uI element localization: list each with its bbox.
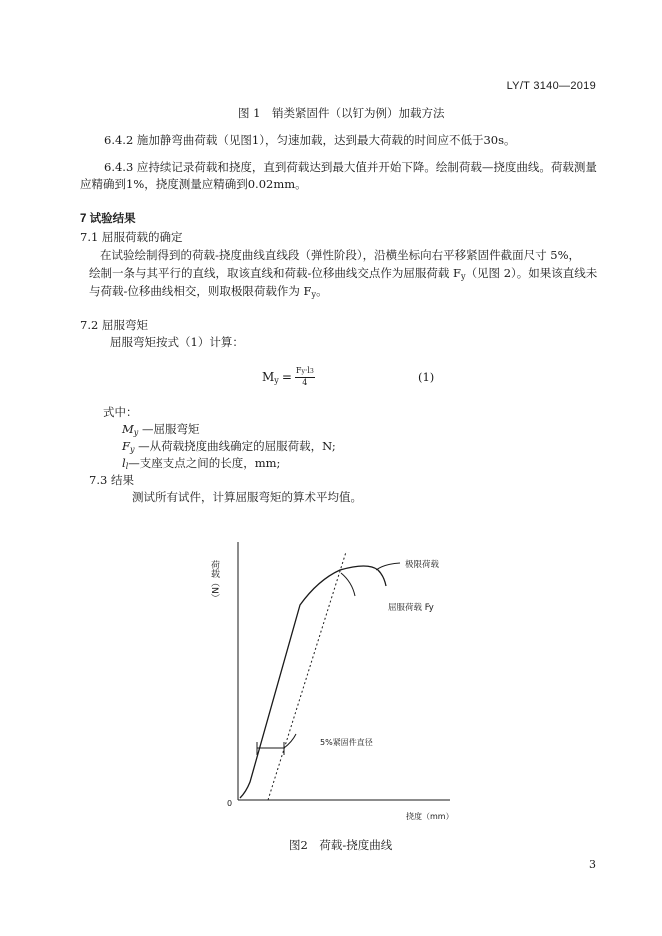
definition-fy: $F_y$ —从荷载挠度曲线确定的屈服荷载，N; <box>122 439 336 454</box>
page-number: 3 <box>589 858 596 871</box>
origin-label: 0 <box>227 799 233 808</box>
paragraph-7-1-line2-text-b: （见图 2）。如果该直线未 <box>465 266 598 280</box>
section-7-3-heading: 7.3 结果 <box>89 473 134 487</box>
definition-my: $M_y$ —屈服弯矩 <box>122 422 200 437</box>
paragraph-7-1-line3-text-a: 与荷载-位移曲线相交，则取极限荷载作为 F <box>89 284 312 298</box>
figure1-caption: 图 1 销类紧固件（以钉为例）加载方法 <box>238 106 445 120</box>
y-axis-label: 荷载（N） <box>209 560 219 603</box>
paragraph-7-2-intro: 屈服弯矩按式（1）计算： <box>110 335 244 349</box>
paragraph-6-4-3-line2: 应精确到1%，挠度测量应精确到0.02mm。 <box>80 177 307 191</box>
section-7-1-heading: 7.1 屈服荷载的确定 <box>80 230 183 244</box>
paragraph-6-4-3-line1: 6.4.3 应持续记录荷载和挠度，直到荷载达到最大值并开始下降。绘制荷载—挠度曲线。荷载测量 <box>104 160 597 174</box>
standard-code: LY/T 3140—2019 <box>506 80 596 92</box>
formula-fraction <box>295 366 315 388</box>
formula-numerator: Fy·l3 <box>295 366 315 378</box>
section-7-2-heading: 7.2 屈服弯矩 <box>80 318 148 332</box>
figure2-caption: 图2 荷载-挠度曲线 <box>289 838 393 852</box>
fy-subscript: y <box>311 290 317 299</box>
ultimate-leader <box>376 563 400 570</box>
fy-subscript: y <box>461 272 466 281</box>
paragraph-7-1-line3 <box>89 283 328 303</box>
definition-l: $l_l—$支座支点之间的长度，mm; <box>122 456 281 471</box>
load-deflection-chart <box>200 530 470 830</box>
paragraph-7-1-line3-text-b: 。 <box>316 284 328 298</box>
x-axis-label: 挠度（mm） <box>406 812 454 821</box>
paragraph-7-1-line2 <box>89 265 597 285</box>
paragraph-7-1-line2-text-a: 绘制一条与其平行的直线，取该直线和荷载-位移曲线交点作为屈服荷载 F <box>89 266 462 280</box>
formula-equals: = <box>281 370 292 384</box>
load-deflection-curve <box>240 566 386 798</box>
offset-annotation: 5%紧固件直径 <box>320 738 373 747</box>
formula <box>262 362 315 392</box>
section-7-heading: 7 试验结果 <box>80 213 136 225</box>
yield-leader <box>341 573 355 596</box>
paragraph-7-3: 测试所有试件，计算屈服弯矩的算术平均值。 <box>132 490 362 504</box>
formula-number: (1) <box>418 370 435 384</box>
offset-leader <box>284 734 296 748</box>
yield-load-annotation: 屈服荷载 Fy <box>388 603 434 613</box>
where-label: 式中： <box>103 405 138 419</box>
paragraph-6-4-2: 6.4.2 施加静弯曲荷载（见图1），匀速加载，达到最大荷载的时间应不低于30s。 <box>104 133 516 147</box>
formula-lhs: $M_y$ <box>262 369 279 385</box>
formula-denominator: 4 <box>302 378 308 387</box>
paragraph-7-1-line1: 在试验绘制得到的荷载-挠度曲线直线段（弹性阶段），沿横坐标向右平移紧固件截面尺寸 5%， <box>100 248 581 262</box>
ultimate-load-annotation: 极限荷载 <box>405 560 440 570</box>
